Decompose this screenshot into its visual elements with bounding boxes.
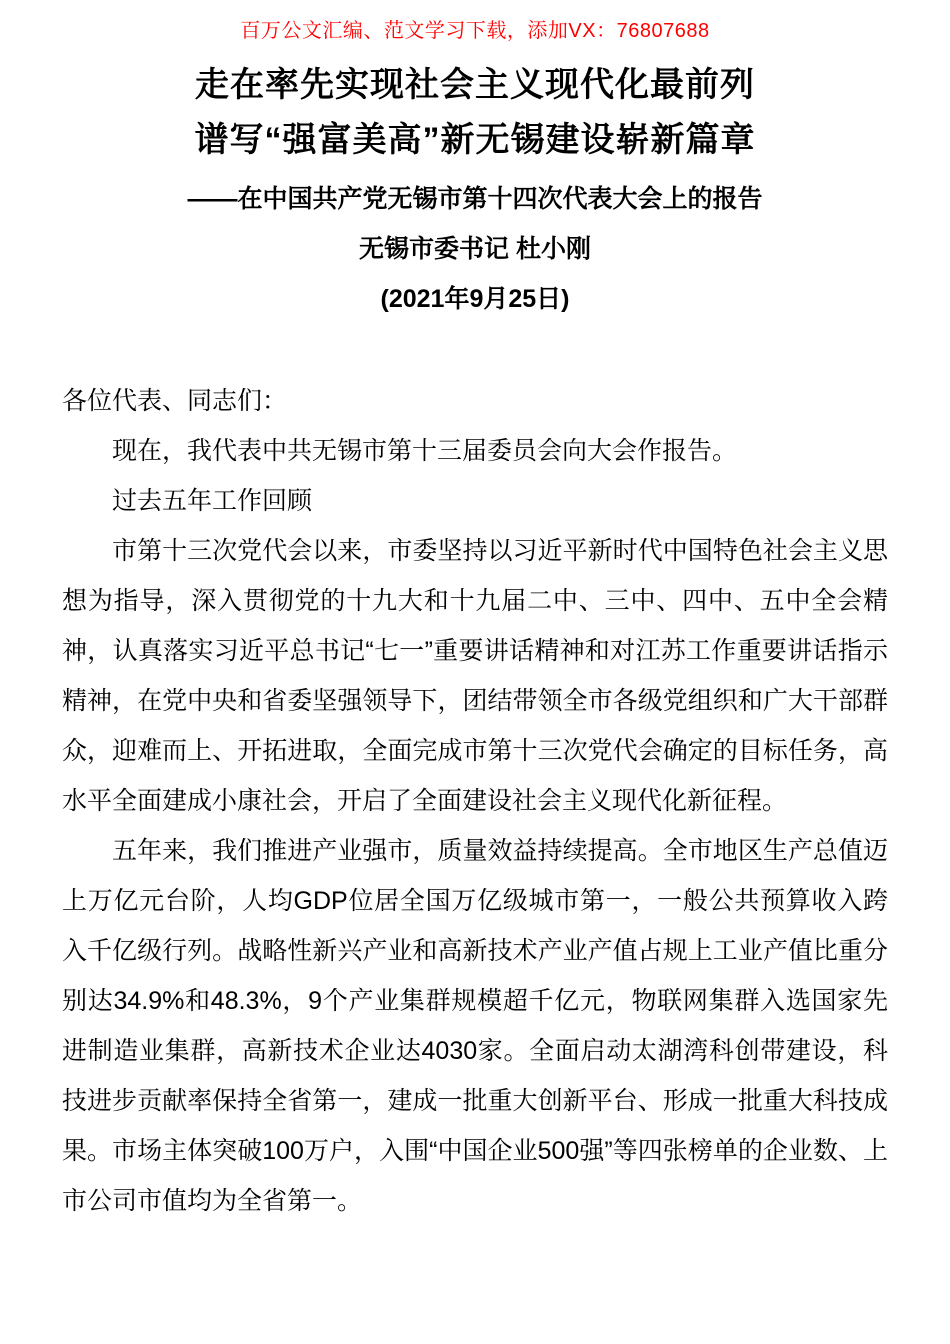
watermark-notice: 百万公文汇编、范文学习下载，添加VX：76807688 <box>240 20 710 42</box>
doc-body <box>62 376 888 1226</box>
doc-subtitle: ——在中国共产党无锡市第十四次代表大会上的报告 <box>187 185 763 213</box>
paragraph-industry-achievements: 五年来，我们推进产业强市，质量效益持续提高。全市地区生产总值迈上万亿元台阶，人均GDP位居全国万亿级城市第一，一般公共预算收入跨入千亿级行列。战略性新兴产业和高新技术产业产值占规上工业产值比重分别达34.9%和48.3%，9个产业集群规模超千亿元，物联网集群入选国家先进制造业集群，高新技术企业达4030家。全面启动太湖湾科创带建设，科技进步贡献率保持全省第一，建成一批重大创新平台、形成一批重大科技成果。市场主体突破100万户，入围“中国企业500强”等四张榜单的企业数、上市公司市值均为全省第一。 <box>62 837 888 1215</box>
salutation: 各位代表、同志们： <box>62 387 288 415</box>
doc-date: (2021年9月25日) <box>380 285 570 313</box>
paragraph-section-heading: 过去五年工作回顾 <box>112 487 313 515</box>
doc-title-line-1: 走在率先实现社会主义现代化最前列 <box>195 66 755 104</box>
doc-author: 无锡市委书记 杜小刚 <box>359 235 591 263</box>
doc-title-line-2: 谱写“强富美高”新无锡建设崭新篇章 <box>194 121 756 159</box>
doc-title <box>62 58 888 168</box>
paragraph-five-year-review: 市第十三次党代会以来，市委坚持以习近平新时代中国特色社会主义思想为指导，深入贯彻党的十九大和十九届二中、三中、四中、五中全会精神，认真落实习近平总书记“七一”重要讲话精神和对江苏工作重要讲话指示精神，在党中央和省委坚强领导下，团结带领全市各级党组织和广大干部群众，迎难而上、开拓进取，全面完成市第十三次党代会确定的目标任务，高水平全面建成小康社会，开启了全面建设社会主义现代化新征程。 <box>62 537 888 815</box>
paragraph-report-intro: 现在，我代表中共无锡市第十三届委员会向大会作报告。 <box>112 437 738 465</box>
